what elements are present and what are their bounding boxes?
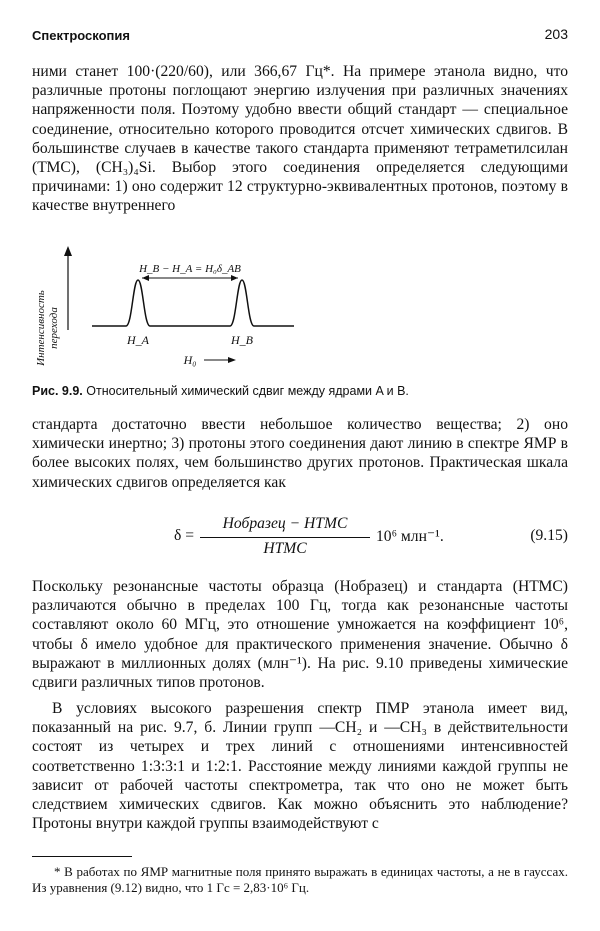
caption-label: Рис. 9.9. [32, 384, 83, 398]
separation-arrowhead-right [231, 275, 238, 281]
page-number: 203 [544, 26, 568, 42]
fraction-bar [200, 537, 370, 538]
y-axis-label-line2: перехода [48, 307, 60, 349]
y-axis-arrowhead [64, 246, 72, 256]
spectrum-curve [92, 280, 294, 326]
paragraph-3: Поскольку резонансные частоты образца (Hобразец) и стандарта (HТМС) различаются обычно в пределах 100 Гц, тогда как резонансные частоты составляют около 60 МГц, это отношение умножается на коэффициент 10⁶, чтобы δ имело удобное для практического применения значение. Обычно δ выражают в миллионных долях (млн⁻¹). На рис. 9.10 приведены химические сдвиги различных типов протонов. [32, 578, 568, 692]
field-label: H₀ [183, 353, 197, 367]
equation-denominator: HТМС [263, 540, 307, 557]
peak-b-label: H_B [231, 333, 253, 347]
peak-a-label: H_A [127, 333, 149, 347]
paragraph-2: стандарта достаточно ввести небольшое количество вещества; 2) оно химически инертно; 3) протоны этого соединения дают линию в спектре ЯМР в более высоких полях, чем большинство других протонов. Практическая шкала химических сдвигов определяется как [32, 416, 568, 491]
figure-9-9 [32, 240, 568, 380]
separation-label: H_B − H_A = H₀δ_AB [139, 263, 241, 275]
equation-fraction [200, 515, 370, 558]
equation-lhs: δ = [174, 527, 195, 544]
running-title: Спектроскопия [32, 28, 130, 43]
equation-9-15 [32, 515, 568, 565]
page-header [32, 26, 568, 48]
equation-number: (9.15) [530, 527, 568, 544]
paragraph-4: В условиях высокого разрешения спектр ПМР этанола имеет вид, показанный на рис. 9.7, б. Линии групп —CH₂ и —CH₃ в действительности состоят из четырех и трех линий с отношениями интенсивностей соответственно 1:3:3:1 и 1:2:1. Расстояние между линиями каждой группы не зависит от рабочей частоты спектрометра, так что оно не может быть следствием химических сдвигов. Как можно объяснить это наблюдение? Протоны внутри каждой группы взаимодействуют с [32, 700, 568, 833]
separation-arrowhead-left [142, 275, 149, 281]
chemical-shift-plot [32, 240, 568, 380]
equation-factor: 10⁶ млн⁻¹. [376, 528, 444, 545]
paragraph-1: ними станет 100·(220/60), или 366,67 Гц*. На примере этанола видно, что различные протоны поглощают энергию излучения при различных значениях напряженности поля. Поэтому удобно ввести общий стандарт — специальное соединение, относительно которого проводится отсчет химических сдвигов. В большинстве случаев в качестве такого стандарта применяют тетраметилсилан (ТМС), (CH₃)₄Si. Выбор этого соединения определяется следующими причинами: 1) оно содержит 12 структурно-эквивалентных протонов, поэтому в качестве внутреннего [32, 63, 568, 215]
equation-numerator: Hобразец − HТМС [222, 515, 348, 532]
figure-caption [32, 384, 568, 398]
footnote-rule [32, 856, 132, 857]
caption-text: Относительный химический сдвиг между ядрами A и B. [86, 384, 409, 398]
y-axis-label-line1: Интенсивность [35, 290, 47, 366]
footnote: * В работах по ЯМР магнитные поля принято выражать в единицах частоты, а не в гауссах. Из уравнения (9.12) видно, что 1 Гс = 2,83·10⁶ Гц. [32, 864, 568, 895]
field-arrowhead [228, 357, 236, 363]
